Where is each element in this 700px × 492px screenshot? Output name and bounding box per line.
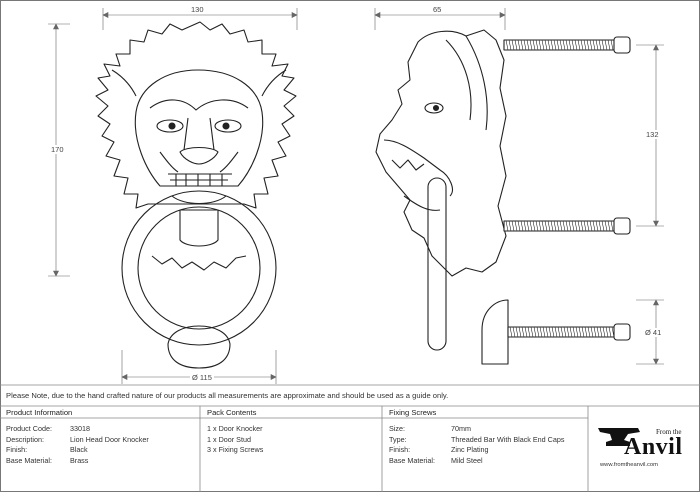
row-label: Finish:	[389, 445, 411, 454]
brand-name: Anvil	[624, 434, 683, 460]
row-value: 70mm	[451, 424, 471, 433]
row-label: Type:	[389, 434, 407, 444]
front-width-label: 130	[191, 5, 204, 14]
table-row	[389, 435, 585, 446]
fixing-screws-heading: Fixing Screws	[389, 408, 437, 417]
row-label: Finish:	[6, 445, 28, 454]
row-value: Brass	[70, 455, 89, 465]
row-label: Base Material:	[389, 455, 435, 465]
list-item: 1 x Door Stud	[207, 434, 251, 444]
disclaimer-note: Please Note, due to the hand crafted nature of our products all measurements are approximate and should be used as a guide only.	[6, 391, 449, 400]
pack-contents-heading: Pack Contents	[207, 408, 257, 417]
row-label: Description:	[6, 434, 44, 444]
row-label: Size:	[389, 424, 405, 433]
row-value: Mild Steel	[451, 455, 483, 465]
row-value: Zinc Plating	[451, 445, 489, 454]
front-height-label: 170	[51, 145, 64, 154]
product-info-rows	[6, 424, 196, 466]
row-value: Black	[70, 445, 88, 454]
table-row	[389, 445, 585, 456]
list-item: 3 x Fixing Screws	[207, 445, 264, 454]
stud-diameter-label: Ø 41	[645, 328, 662, 337]
side-depth-label: 65	[433, 5, 442, 14]
table-row	[389, 424, 585, 435]
row-value: Threaded Bar With Black End Caps	[451, 434, 565, 444]
row-label: Base Material:	[6, 455, 52, 465]
row-value: Lion Head Door Knocker	[70, 434, 149, 444]
table-row	[389, 456, 585, 467]
product-info-heading: Product Information	[6, 408, 73, 417]
brand-website: www.fromtheanvil.com	[600, 462, 658, 468]
fixing-screws-rows	[389, 424, 585, 466]
brand-from-the: From the	[656, 428, 682, 436]
screw-spacing-label: 132	[646, 130, 659, 139]
table-row	[6, 456, 196, 467]
table-row	[6, 445, 196, 456]
table-row	[6, 424, 196, 435]
ring-diameter-label: Ø 115	[192, 373, 212, 382]
pack-contents-list	[207, 424, 377, 456]
table-row	[6, 435, 196, 446]
row-value: 33018	[70, 424, 90, 433]
row-label: Product Code:	[6, 424, 52, 433]
list-item: 1 x Door Knocker	[207, 424, 263, 433]
